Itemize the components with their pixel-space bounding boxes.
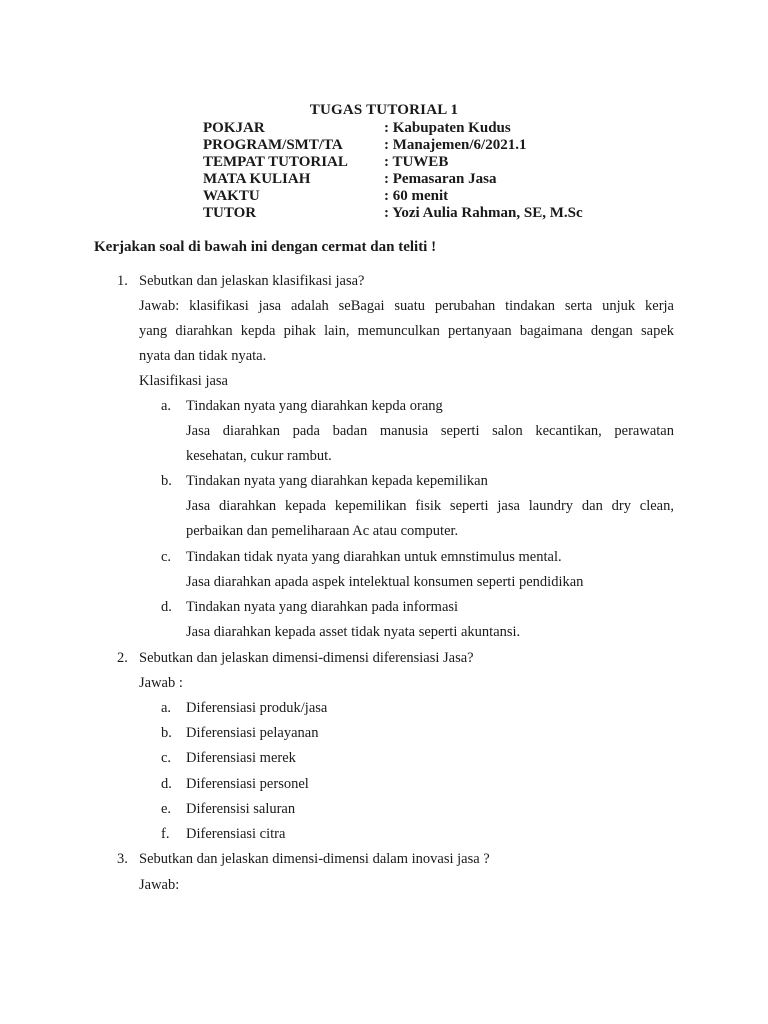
list-letter: b.	[161, 473, 172, 489]
info-value: : 60 menit	[384, 188, 449, 204]
question-text: Sebutkan dan jelaskan klasifikasi jasa?	[139, 273, 365, 289]
question-number: 1.	[117, 273, 128, 289]
list-letter: d.	[161, 599, 172, 615]
list-item: Diferensisi saluran	[186, 801, 296, 817]
list-item-title: Tindakan nyata yang diarahkan kepada kepemilikan	[186, 473, 488, 489]
info-value: : Pemasaran Jasa	[384, 171, 497, 187]
list-item-desc: Jasa diarahkan kepada kepemilikan fisik seperti jasa laundry dan dry clean,	[186, 498, 674, 514]
list-letter: c.	[161, 750, 172, 766]
list-item-desc: Jasa diarahkan apada aspek intelektual konsumen seperti pendidikan	[186, 574, 584, 590]
list-letter: e.	[161, 801, 172, 817]
document-title: TUGAS TUTORIAL 1	[309, 102, 459, 118]
list-item: Diferensiasi merek	[186, 750, 296, 766]
info-value: : Yozi Aulia Rahman, SE, M.Sc	[384, 205, 583, 221]
instruction: Kerjakan soal di bawah ini dengan cermat dan teliti !	[94, 239, 437, 255]
answer-label: Jawab:	[139, 877, 180, 893]
list-item: Diferensiasi citra	[186, 826, 286, 842]
list-item-desc: perbaikan dan pemeliharaan Ac atau computer.	[186, 523, 459, 539]
question-text: Sebutkan dan jelaskan dimensi-dimensi diferensiasi Jasa?	[139, 650, 474, 666]
info-value: : Kabupaten Kudus	[384, 120, 511, 136]
list-item-desc: Jasa diarahkan pada badan manusia seperti salon kecantikan, perawatan	[186, 423, 674, 439]
list-item-title: Tindakan tidak nyata yang diarahkan untuk emnstimulus mental.	[186, 549, 562, 565]
list-item: Diferensiasi personel	[186, 776, 309, 792]
list-item-title: Tindakan nyata yang diarahkan pada informasi	[186, 599, 459, 615]
question-number: 2.	[117, 650, 128, 666]
list-letter: a.	[161, 398, 172, 414]
question-number: 3.	[117, 851, 128, 867]
info-value: : Manajemen/6/2021.1	[384, 137, 527, 153]
list-item-title: Tindakan nyata yang diarahkan kepda orang	[186, 398, 443, 414]
answer-line: Jawab: klasifikasi jasa adalah seBagai suatu perubahan tindakan serta unjuk kerja	[139, 298, 674, 314]
answer-line: yang diarahkan kepda pihak lain, memunculkan pertanyaan bagaimana dengan sapek	[139, 323, 674, 339]
list-item-desc: Jasa diarahkan kepada asset tidak nyata seperti akuntansi.	[186, 624, 521, 640]
info-label: PROGRAM/SMT/TA	[203, 137, 343, 153]
info-label: MATA KULIAH	[203, 171, 311, 187]
list-letter: c.	[161, 549, 172, 565]
list-letter: a.	[161, 700, 172, 716]
list-item-desc: kesehatan, cukur rambut.	[186, 448, 332, 464]
info-label: TUTOR	[203, 205, 257, 221]
question-text: Sebutkan dan jelaskan dimensi-dimensi dalam inovasi jasa ?	[139, 851, 490, 867]
info-label: TEMPAT TUTORIAL	[203, 154, 348, 170]
answer-label: Jawab :	[139, 675, 183, 691]
info-label: WAKTU	[203, 188, 260, 204]
subheading: Klasifikasi jasa	[139, 373, 228, 389]
info-value: : TUWEB	[384, 154, 449, 170]
list-item: Diferensiasi pelayanan	[186, 725, 319, 741]
list-letter: b.	[161, 725, 172, 741]
list-item: Diferensiasi produk/jasa	[186, 700, 328, 716]
list-letter: d.	[161, 776, 172, 792]
list-letter: f.	[161, 826, 170, 842]
answer-line: nyata dan tidak nyata.	[139, 348, 267, 364]
info-label: POKJAR	[203, 120, 265, 136]
